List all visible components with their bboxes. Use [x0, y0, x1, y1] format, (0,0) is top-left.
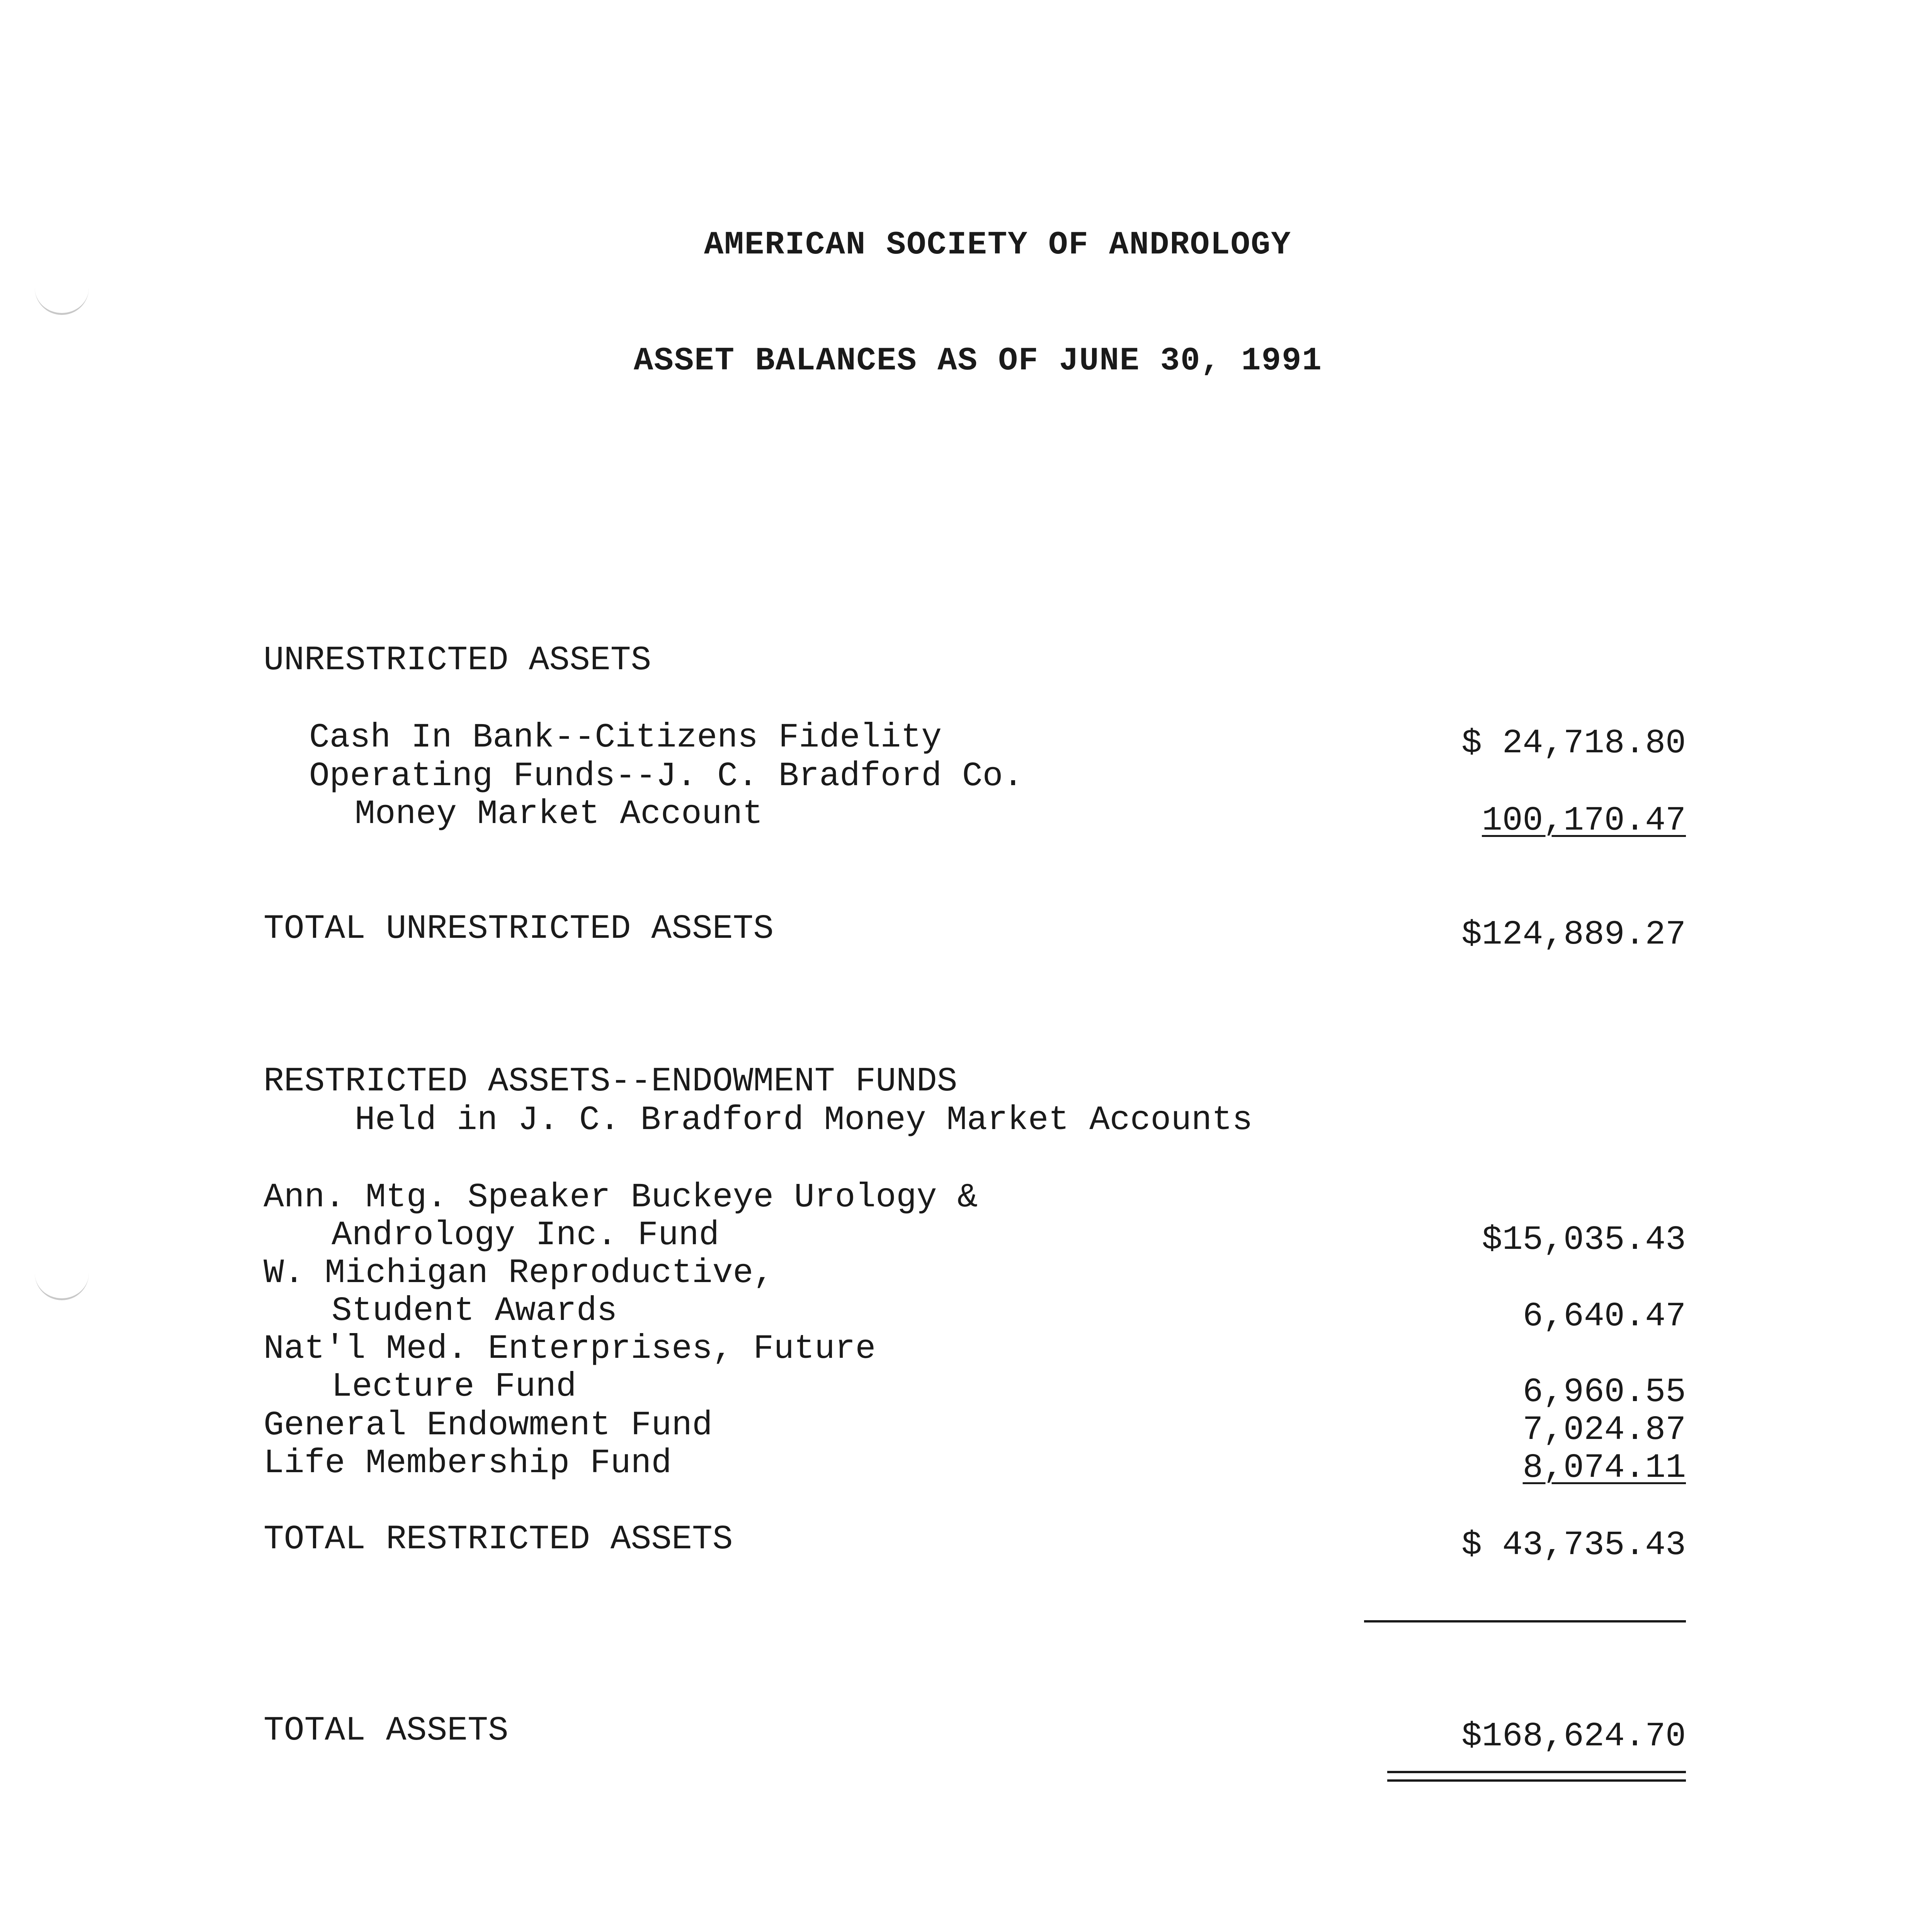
restricted-subheading: Held in J. C. Bradford Money Market Accounts [355, 1101, 1253, 1139]
grand-total-amount: $168,624.70 [1461, 1718, 1686, 1756]
restricted-item-label-cont: Lecture Fund [332, 1368, 577, 1406]
restricted-item-amount: 7,024.87 [1522, 1411, 1686, 1449]
restricted-heading: RESTRICTED ASSETS--ENDOWMENT FUNDS [264, 1063, 958, 1101]
grand-total-label: TOTAL ASSETS [264, 1712, 509, 1750]
summation-rule [1364, 1620, 1686, 1622]
double-underline-top [1387, 1771, 1686, 1773]
restricted-item-label: Ann. Mtg. Speaker Buckeye Urology & [264, 1179, 978, 1217]
unrestricted-heading: UNRESTRICTED ASSETS [264, 641, 651, 680]
double-underline-bottom [1387, 1779, 1686, 1782]
restricted-total-label: TOTAL RESTRICTED ASSETS [264, 1520, 733, 1559]
unrestricted-total-label: TOTAL UNRESTRICTED ASSETS [264, 910, 774, 948]
unrestricted-total-amount: $124,889.27 [1461, 916, 1686, 954]
restricted-item-amount: 6,640.47 [1522, 1298, 1686, 1336]
organization-title: AMERICAN SOCIETY OF ANDROLOGY [704, 227, 1291, 264]
unrestricted-item-amount: 100,170.47 [1482, 802, 1686, 840]
restricted-item-label: W. Michigan Reproductive, [264, 1254, 774, 1293]
document-subtitle: ASSET BALANCES AS OF JUNE 30, 1991 [634, 343, 1322, 379]
restricted-item-label: General Endowment Fund [264, 1406, 713, 1445]
restricted-item-amount: 6,960.55 [1522, 1373, 1686, 1412]
restricted-item-label-cont: Andrology Inc. Fund [332, 1216, 720, 1255]
restricted-item-amount: $15,035.43 [1482, 1221, 1686, 1259]
unrestricted-item-amount: $ 24,718.80 [1461, 724, 1686, 763]
unrestricted-item-label-cont: Money Market Account [355, 795, 763, 833]
restricted-total-amount: $ 43,735.43 [1461, 1526, 1686, 1565]
restricted-item-label-cont: Student Awards [332, 1292, 617, 1330]
punch-mark [35, 286, 89, 315]
restricted-item-amount: 8,074.11 [1522, 1449, 1686, 1487]
punch-mark [35, 1271, 89, 1300]
unrestricted-item-label: Operating Funds--J. C. Bradford Co. [309, 757, 1024, 796]
restricted-item-label: Nat'l Med. Enterprises, Future [264, 1330, 876, 1368]
restricted-item-label: Life Membership Fund [264, 1444, 672, 1483]
unrestricted-item-label: Cash In Bank--Citizens Fidelity [309, 719, 942, 757]
